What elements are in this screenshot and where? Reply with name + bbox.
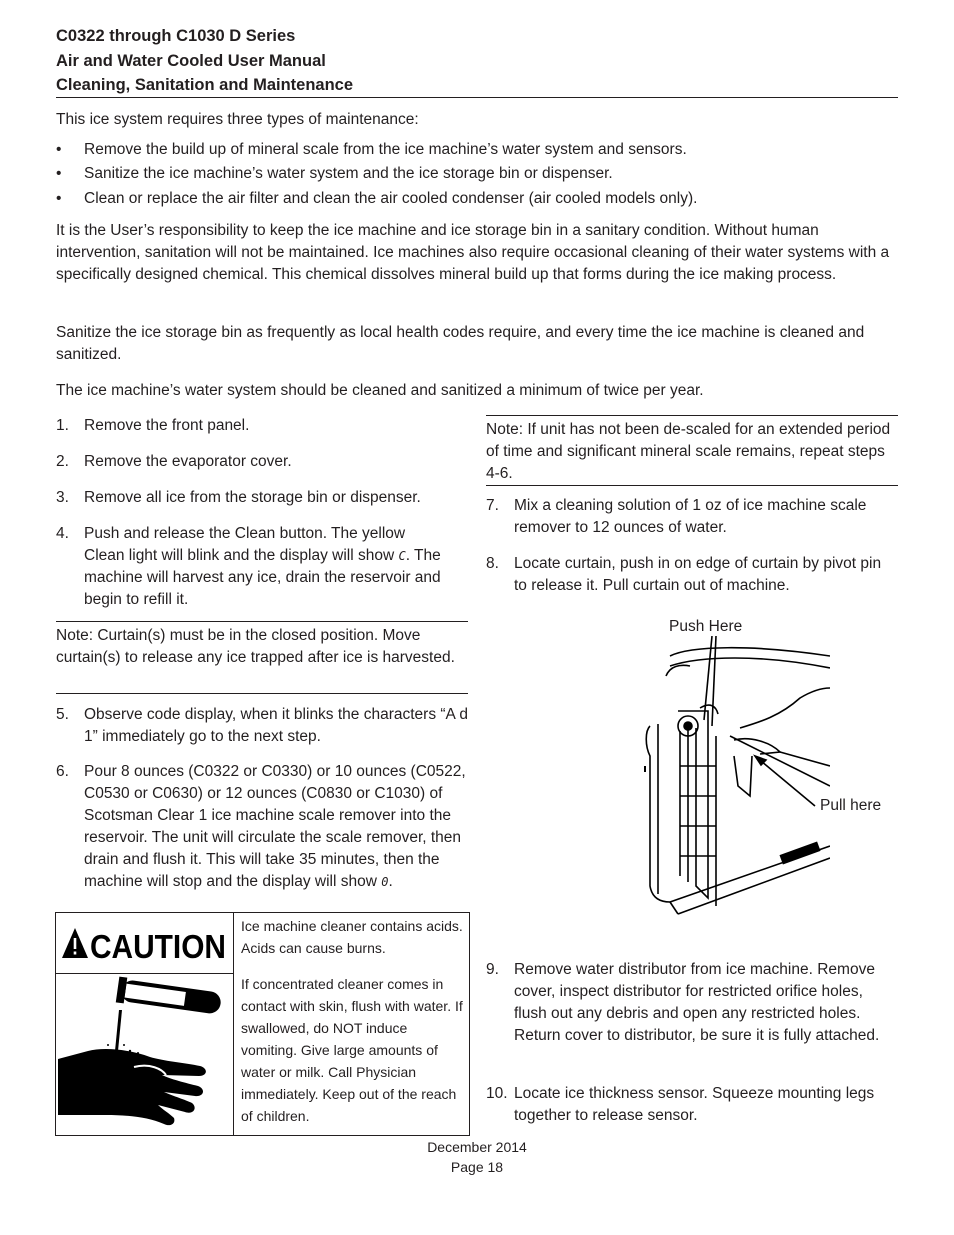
note-curtain: Note: Curtain(s) must be in the closed position. Move curtain(s) to release any ice trapped after ice is harvested. [56, 621, 468, 694]
step-text-part: Pour 8 ounces (C0322 or C0330) or 10 ounces (C0522, C0530 or C0630) or 12 ounces (C0830 or C1030) of Scotsman Clear 1 ice machine scale remover into the reservoir. The unit will circulate the scale remover, then drain and flush it. This will take 35 minutes, then the machine will stop and the display will show [84, 763, 466, 890]
display-segment-c: C [398, 549, 406, 563]
bullet-text: Sanitize the ice machine’s water system and the ice storage bin or dispenser. [84, 165, 613, 182]
frequency-paragraph: The ice machine’s water system should be cleaned and sanitized a minimum of twice per year. [56, 382, 704, 399]
page-number: Page 18 [450, 1159, 504, 1175]
push-here-label: Push Here [669, 618, 743, 635]
step-text: Observe code display, when it blinks the characters “A d 1” immediately go to the next step. [84, 706, 468, 745]
step-number: 4. [56, 525, 69, 542]
step-number: 1. [56, 417, 69, 434]
caution-text-acids: Ice machine cleaner contains acids. Acids can cause burns. [241, 918, 463, 956]
step-number: 9. [486, 961, 499, 978]
curtain-removal-illustration [630, 636, 830, 936]
bullet-dot: • [56, 141, 62, 158]
bullet-dot: • [56, 190, 62, 207]
responsibility-paragraph: It is the User’s responsibility to keep the ice machine and ice storage bin in a sanitary condition. Without human intervention, sanitation will not be maintained. Ice machines also require occasional cleaning of their water systems with a specifically designed chemical. This chemical dissolves mineral build up that forms during the ice making process. [56, 222, 890, 283]
step-text-part: . The machine will harvest any ice, drain the reservoir and begin to refill it. [84, 547, 441, 608]
bullet-text: Clean or replace the air filter and clean the air cooled condenser (air cooled models only). [84, 190, 698, 207]
step-text-part: Push and release the Clean button. The yellow Clean light will blink and the display will show [84, 525, 406, 564]
header-section-title: Cleaning, Sanitation and Maintenance [56, 76, 354, 94]
caution-text-first-aid: If concentrated cleaner comes in contact with skin, flush with water. If swallowed, do NOT induce vomiting. Give large amounts of water or milk. Call Physician immediately. Keep out of the reach of children. [241, 976, 463, 1124]
pull-here-label: Pull here [820, 797, 882, 814]
acid-burn-hand-icon [58, 975, 230, 1131]
caution-label-text: CAUTION [90, 928, 226, 963]
step-number: 7. [486, 497, 499, 514]
header-series: C0322 through C1030 D Series [56, 27, 296, 45]
step-text: Mix a cleaning solution of 1 oz of ice machine scale remover to 12 ounces of water. [514, 497, 867, 536]
step-number: 10. [486, 1085, 508, 1102]
step-text: Locate curtain, push in on edge of curtain by pivot pin to release it. Pull curtain out of machine. [514, 555, 882, 594]
caution-divider [233, 913, 234, 1135]
sanitize-bin-paragraph: Sanitize the ice storage bin as frequently as local health codes require, and every time the ice machine is cleaned and sanitized. [56, 324, 865, 363]
step-number: 2. [56, 453, 69, 470]
step-text: Locate ice thickness sensor. Squeeze mounting legs together to release sensor. [514, 1085, 875, 1124]
caution-label [60, 925, 230, 963]
header-rule [56, 97, 898, 98]
bullet-dot: • [56, 165, 62, 182]
step-text [84, 761, 470, 893]
step-text-part: . [388, 873, 393, 890]
step-text: Remove the evaporator cover. [84, 453, 292, 470]
bullet-text: Remove the build up of mineral scale from the ice machine’s water system and sensors. [84, 141, 687, 158]
step-text: Remove all ice from the storage bin or dispenser. [84, 489, 421, 506]
footer-date: December 2014 [427, 1139, 527, 1155]
step-number: 3. [56, 489, 69, 506]
header-manual-title: Air and Water Cooled User Manual [56, 51, 326, 70]
note-descale: Note: If unit has not been de-scaled for an extended period of time and significant mineral scale remains, repeat steps 4-6. [486, 415, 898, 486]
step-number: 8. [486, 555, 499, 572]
step-number: 5. [56, 706, 69, 723]
display-segment-zero: 0 [381, 875, 389, 889]
caution-divider [56, 973, 233, 974]
caution-box [55, 912, 470, 1136]
step-number: 6. [56, 763, 69, 780]
intro-text: This ice system requires three types of maintenance: [56, 111, 419, 128]
step-text: Remove the front panel. [84, 417, 250, 434]
document-header [56, 24, 898, 98]
step-text: Remove water distributor from ice machine. Remove cover, inspect distributor for restricted orifice holes, flush out any debris and open any restricted holes. Return cover to distributor, be sure it is fully attached. [514, 961, 880, 1044]
step-text [84, 523, 449, 611]
